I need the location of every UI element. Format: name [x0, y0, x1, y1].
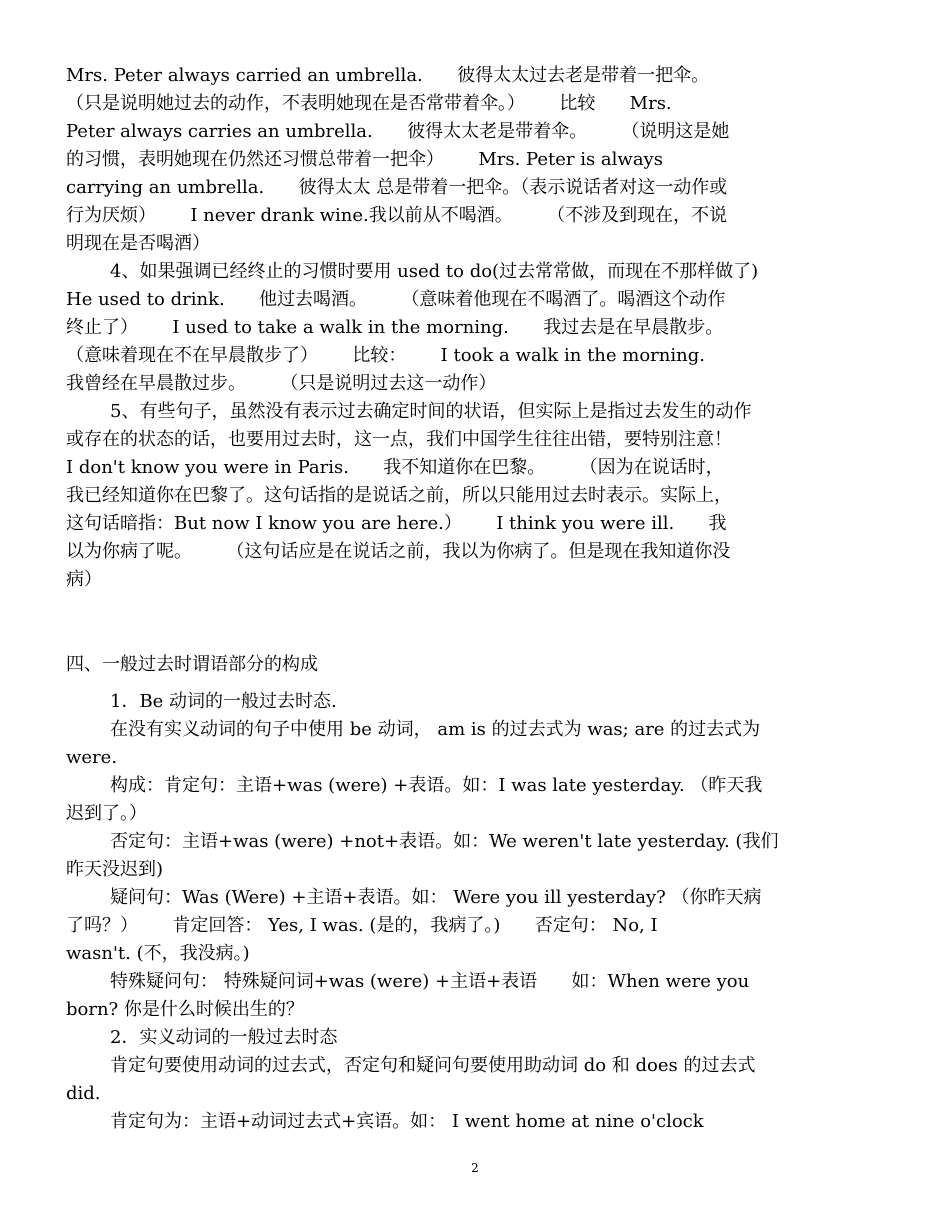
section-heading: 四、一般过去时谓语部分的构成 — [66, 654, 318, 675]
text-line: 终止了） I used to take a walk in the morning. 我过去是在早晨散步。 — [66, 317, 724, 338]
subsection-heading: 1．Be 动词的一般过去时态. — [110, 691, 337, 712]
text-line: 我已经知道你在巴黎了。这句话指的是说话之前，所以只能用过去时表示。实际上， — [66, 485, 732, 506]
text-line: 这句话暗指：But now I know you are here.） I think you were ill. 我 — [66, 513, 727, 534]
paragraph-start: 肯定句为：主语+动词过去式+宾语。如： I went home at nine o'clock — [110, 1111, 704, 1132]
text-line: carrying an umbrella. 彼得太太 总是带着一把伞。（表示说话者对这一动作或 — [66, 177, 728, 198]
text-line: 我曾经在早晨散过步。 （只是说明过去这一动作） — [66, 373, 497, 394]
text-line: wasn't. (不，我没病。) — [66, 943, 250, 964]
paragraph-start: 4、如果强调已经终止的习惯时要用 used to do(过去常常做，而现在不那样做了) — [110, 261, 759, 282]
paragraph-start: 疑问句：Was (Were) +主语+表语。如： Were you ill yesterday? （你昨天病 — [110, 887, 762, 908]
text-line: 病） — [66, 569, 102, 590]
text-line: （只是说明她过去的动作，不表明她现在是否常带着伞。） 比较 Mrs. — [66, 93, 672, 114]
text-line: 行为厌烦） I never drank wine.我以前从不喝酒。 （不涉及到现在，不说 — [66, 205, 728, 226]
text-line: 的习惯，表明她现在仍然还习惯总带着一把伞） Mrs. Peter is always — [66, 149, 663, 170]
text-line: He used to drink. 他过去喝酒。 （意味着他现在不喝酒了。喝酒这个动作 — [66, 289, 726, 310]
paragraph-start: 5、有些句子，虽然没有表示过去确定时间的状语，但实际上是指过去发生的动作 — [110, 401, 752, 422]
text-line: Peter always carries an umbrella. 彼得太太老是带着伞。 （说明这是她 — [66, 121, 730, 142]
text-line: 以为你病了呢。 （这句话应是在说话之前，我以为你病了。但是现在我知道你没 — [66, 541, 731, 562]
text-line: Mrs. Peter always carried an umbrella. 彼得太太过去老是带着一把伞。 — [66, 65, 710, 86]
text-line: 昨天没迟到) — [66, 859, 164, 880]
paragraph-start: 在没有实义动词的句子中使用 be 动词， am is 的过去式为 was; are 的过去式为 — [110, 719, 761, 740]
text-line: did. — [66, 1083, 101, 1104]
text-line: 明现在是否喝酒） — [66, 233, 210, 254]
page-number: 2 — [471, 1161, 479, 1175]
text-line: I don't know you were in Paris. 我不知道你在巴黎。 （因为在说话时， — [66, 457, 724, 478]
text-line: 了吗？） 肯定回答： Yes, I was. (是的，我病了。) 否定句： No, I — [66, 915, 658, 936]
text-line: （意味着现在不在早晨散步了） 比较： I took a walk in the morning. — [66, 345, 705, 366]
paragraph-start: 否定句：主语+was (were) +not+表语。如：We weren't late yesterday. (我们 — [110, 831, 779, 852]
text-line: 迟到了。） — [66, 803, 147, 824]
text-line: were. — [66, 747, 118, 768]
text-line: born? 你是什么时候出生的？ — [66, 999, 304, 1020]
paragraph-start: 肯定句要使用动词的过去式，否定句和疑问句要使用助动词 do 和 does 的过去式 — [110, 1055, 756, 1076]
paragraph-start: 构成：肯定句：主语+was (were) +表语。如：I was late yesterday. （昨天我 — [110, 775, 763, 796]
text-line: 或存在的状态的话，也要用过去时，这一点，我们中国学生往往出错，要特别注意！ — [66, 429, 732, 450]
subsection-heading: 2．实义动词的一般过去时态 — [110, 1027, 338, 1048]
paragraph-start: 特殊疑问句： 特殊疑问词+was (were) +主语+表语 如：When were you — [110, 971, 750, 992]
